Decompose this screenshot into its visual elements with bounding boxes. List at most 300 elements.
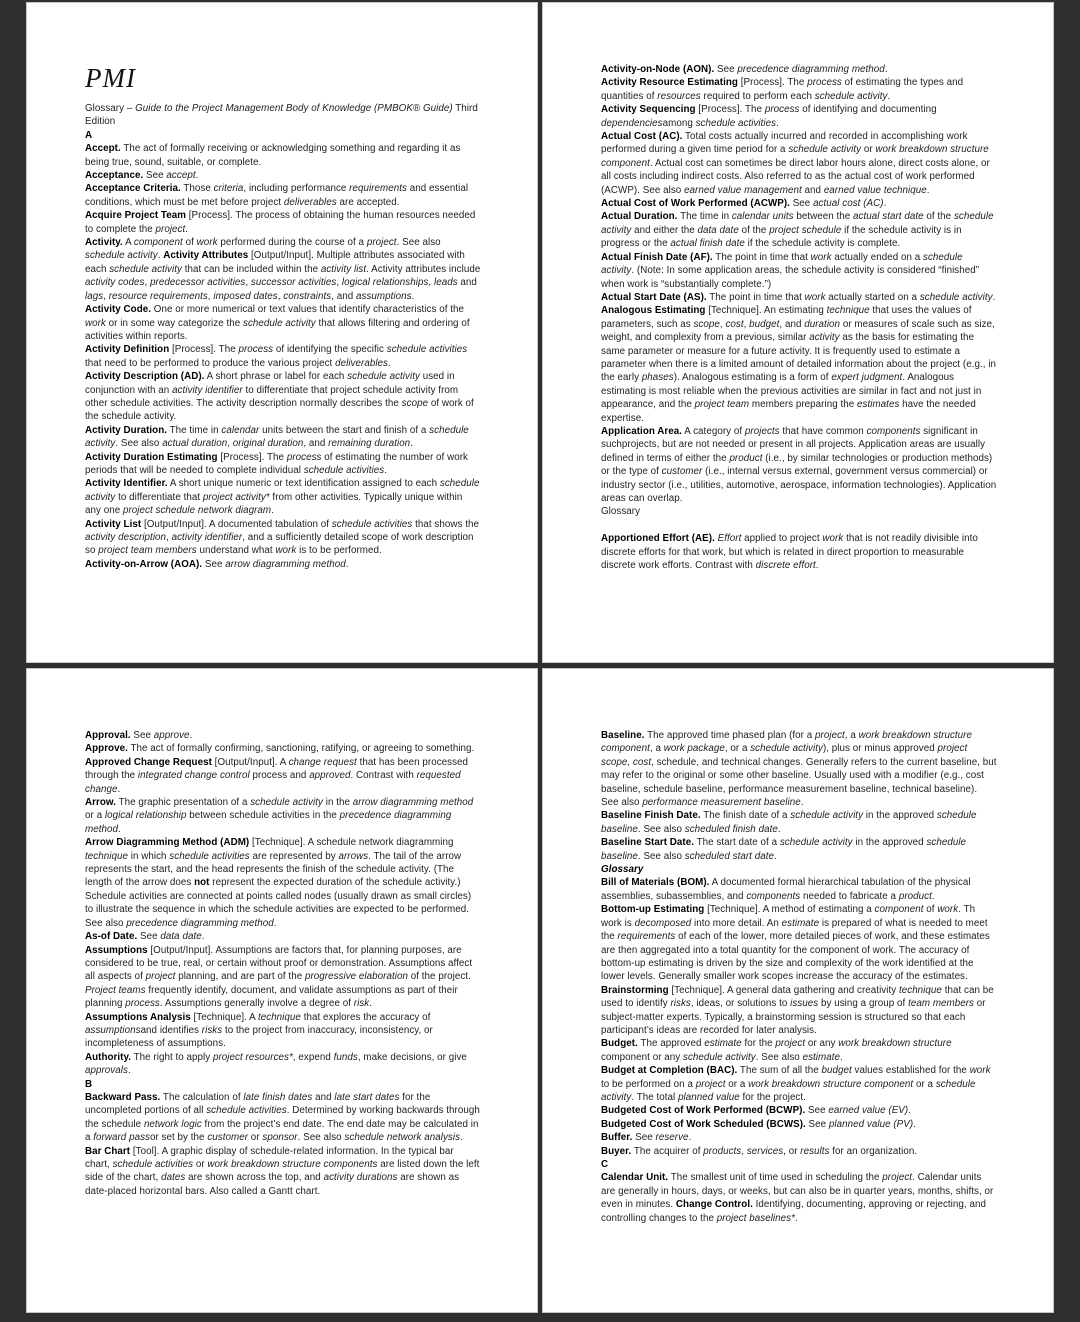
text-run: work package (663, 743, 725, 755)
glossary-paragraph (85, 729, 481, 742)
text-run: and (457, 277, 477, 289)
glossary-paragraph (601, 984, 997, 1038)
text-run: The act of formally receiving or acknowledging something and regarding it as being true, sound, suitable, or complete. (85, 143, 461, 168)
glossary-paragraph (601, 1131, 997, 1144)
glossary-text (85, 102, 481, 571)
glossary-paragraph (85, 209, 481, 236)
text-run: [Technique]. An estimating (705, 305, 827, 317)
text-run: , (336, 277, 342, 289)
text-run: of the (738, 224, 770, 236)
text-run: Backward Pass. (85, 1091, 161, 1103)
text-run: schedule activity (919, 291, 993, 303)
text-run: are shown as date-placed horizontal bars. Also called a Gantt chart. (85, 1172, 460, 1197)
text-run: Baseline Start Date. (601, 837, 695, 849)
text-run: or a (85, 810, 105, 822)
text-run: needed to fabricate a (800, 890, 899, 902)
text-run: . (189, 730, 193, 741)
glossary-paragraph (601, 210, 997, 250)
text-run: approve (153, 730, 190, 741)
text-run: , (428, 277, 434, 289)
text-run: Authority. (85, 1051, 132, 1063)
text-run: [Process]. The (217, 451, 287, 463)
text-run: [Output/Input]. Multiple attributes associated with each (85, 250, 465, 275)
text-run: actual duration (162, 438, 228, 450)
text-run: estimates (857, 399, 900, 411)
glossary-paragraph (601, 809, 997, 836)
text-run: between schedule activities in the (186, 810, 340, 822)
text-run: component (133, 237, 183, 249)
text-run: to the project from inaccuracy, inconsistency, or incompleteness of assumptions. (85, 1024, 433, 1050)
text-run: for the project. (739, 1091, 806, 1103)
text-run: activity identifier (172, 384, 243, 396)
text-run: are accepted. (336, 196, 400, 208)
text-run: . (773, 850, 777, 862)
text-run: , (166, 532, 172, 543)
text-run: or set by the (149, 1132, 208, 1144)
text-run: constraints (283, 290, 332, 302)
text-run: of identifying the specific (273, 344, 387, 356)
text-run: , (207, 290, 214, 302)
text-run: risk (353, 998, 370, 1010)
text-run: As-of Date. (85, 931, 138, 943)
text-run: Bill of Materials (BOM). (601, 877, 710, 889)
text-run: . (776, 117, 779, 129)
text-run: activity codes (85, 277, 145, 289)
text-run: for the uncompleted portions of all (85, 1091, 431, 1117)
text-run: . (688, 1132, 692, 1144)
text-run: Application Area. (601, 425, 683, 437)
text-run: . (Note: In some application areas, the schedule activity is considered “finished” when work is “substantially complete.”) (601, 265, 980, 290)
text-run: components (866, 425, 921, 437)
text-run: arrows (338, 850, 369, 862)
text-run: that has been processed through the (85, 756, 469, 782)
text-run: actually ended on a (831, 251, 924, 263)
text-run: The approved time phased plan (for a (644, 730, 816, 741)
text-run: project (882, 1172, 913, 1184)
text-run: represent the expected duration of the schedule activity.) Schedule activities are connected at points called nodes (usually drawn as small circles) to illustrate the sequence in which the schedule activities are expected to be performed. See also (85, 877, 472, 929)
text-run: work (85, 317, 106, 329)
glossary-paragraph (601, 532, 997, 572)
text-run: team members (908, 998, 974, 1010)
text-run: The point in time that (712, 251, 811, 263)
glossary-paragraph (601, 291, 997, 304)
text-run: Accept. (85, 143, 121, 155)
glossary-paragraph (601, 63, 997, 76)
page-bottom-right (542, 668, 1054, 1313)
text-run: Budget. (601, 1038, 638, 1050)
text-run: issues (790, 998, 819, 1010)
text-run: into more detail. An (691, 917, 782, 929)
text-run: schedule activity (85, 250, 158, 262)
glossary-paragraph (85, 756, 481, 796)
text-run: , (103, 290, 109, 302)
text-run: . (117, 783, 121, 795)
text-run: Apportioned Effort (AE). (601, 533, 715, 545)
text-run: project (695, 1078, 726, 1090)
text-run: calendar (221, 424, 260, 436)
text-run: [Process]. The (169, 344, 239, 356)
text-run: of (182, 237, 197, 249)
text-run: and (801, 184, 824, 196)
text-run: The sum of all the (737, 1065, 822, 1077)
text-run: . Actual cost can sometimes be direct labor hours alone, direct costs alone, or all costs including indirect costs. Also referred to as the actual cost of work performed (ACWP). See also (601, 157, 990, 196)
text-run: or a (725, 1078, 749, 1090)
text-run: expert judgment (831, 372, 903, 384)
text-run: lags (85, 290, 104, 302)
text-run: Arrow Diagramming Method (ADM) (85, 837, 250, 849)
text-run: technique (85, 850, 128, 862)
text-run: schedule activity (750, 743, 823, 755)
text-run: planned value (678, 1091, 740, 1103)
text-run: actual cost (AC) (813, 198, 884, 210)
text-run: (i.e., by similar technologies or production methods) or the type of (601, 452, 993, 478)
glossary-paragraph (85, 424, 481, 451)
text-run: . (201, 931, 205, 943)
text-run: Total costs actually incurred and recorded in accomplishing work performed during a given time period for a (601, 131, 968, 156)
text-run: or (193, 1159, 208, 1170)
text-run: A category of (682, 425, 745, 437)
glossary-paragraph (85, 1051, 481, 1078)
text-run: The approved (637, 1038, 705, 1050)
glossary-paragraph (601, 130, 997, 197)
text-run: project team members (98, 545, 197, 557)
text-run: estimate (704, 1038, 742, 1050)
text-run: process (764, 104, 800, 116)
text-run: projects (744, 425, 780, 437)
text-run: , and a sufficiently detailed scope of work description so (85, 532, 474, 557)
text-run: work (275, 545, 297, 557)
text-run: if the schedule activity is complete. (744, 238, 901, 250)
text-run: ). Analogous estimating is a form of (673, 372, 832, 384)
text-run: The time in (167, 424, 222, 436)
text-run: activity durations (323, 1172, 398, 1184)
page-bottom-left (26, 668, 538, 1313)
text-run: from the project’s end date. The end date may be calculated in a (85, 1118, 479, 1144)
text-run: Glossary (601, 506, 641, 518)
text-run: technique (826, 305, 870, 317)
text-run: that is not readily divisible into discrete efforts for that work, but which is related in direct proportion to measurable discrete work efforts. Contrast with (601, 533, 978, 572)
text-run: estimate (781, 917, 820, 929)
text-run: project scope, cost (601, 743, 968, 768)
text-run: schedule activity (601, 211, 994, 236)
text-run: of work of the schedule activity. (85, 397, 474, 423)
text-run: products (703, 1145, 742, 1157)
text-run: [Tool]. A graphic display of schedule-related information. In the typical bar chart, (85, 1145, 454, 1170)
text-run: . (913, 1118, 916, 1130)
text-run: Activity Resource Estimating (601, 77, 738, 89)
text-run: . (410, 438, 413, 450)
text-run: Activity List (85, 518, 142, 530)
text-run: data date (697, 224, 739, 236)
text-run: Bar Chart (85, 1145, 131, 1157)
text-run: Acquire Project Team (85, 210, 186, 222)
glossary-paragraph (601, 197, 997, 210)
text-run: required to perform each (700, 90, 815, 102)
text-run: project (775, 1038, 806, 1050)
glossary-paragraph (85, 1145, 481, 1199)
glossary-paragraph (85, 518, 481, 558)
text-run: applied to project (741, 533, 823, 545)
text-run: . (794, 1212, 798, 1224)
text-run: activity description (85, 532, 167, 543)
text-run: of estimating the types and quantities of (601, 77, 964, 102)
text-run: schedule activities (695, 117, 777, 129)
glossary-paragraph (601, 1118, 997, 1131)
glossary-paragraph (85, 742, 481, 755)
glossary-paragraph (85, 102, 481, 129)
text-run: Approve. (85, 743, 128, 755)
text-run: schedule activity (85, 478, 480, 503)
text-run: . (271, 505, 274, 517)
glossary-paragraph (85, 451, 481, 478)
text-run: [Output/Input]. A documented tabulation of (141, 518, 332, 530)
text-run: values established for the (851, 1065, 970, 1077)
text-run: actual start date (853, 211, 924, 223)
text-run: The calculation of (160, 1091, 244, 1103)
text-run: earned value (EV) (828, 1105, 909, 1117)
text-run: The acquirer of (631, 1145, 704, 1157)
text-run: arrow diagramming method (352, 797, 474, 809)
text-run: , ideas, or solutions to (690, 998, 791, 1010)
text-run: Activity. (85, 237, 123, 249)
text-run: from other activities. Typically unique within any one (85, 491, 463, 517)
glossary-paragraph (85, 930, 481, 943)
text-run: or any (805, 1038, 839, 1050)
text-run: . See also (637, 823, 685, 835)
text-run: schedule activity (683, 1051, 756, 1063)
text-run: . The tail of the arrow represents the start, and the head represents the finish of the schedule activity. (The length of the arrow does (85, 850, 462, 889)
text-run: project team (694, 399, 750, 411)
text-run: or a (913, 1078, 936, 1090)
text-run: . (777, 823, 781, 835)
text-run: performance measurement baseline (642, 797, 801, 809)
text-run: activity identifier (171, 532, 243, 543)
text-run: Those (180, 183, 214, 195)
text-run: components (746, 890, 801, 902)
text-run: Third Edition (85, 103, 478, 128)
text-run: work (804, 291, 826, 303)
text-run: Actual Cost (AC). (601, 131, 683, 143)
text-run: Change Control. (675, 1199, 753, 1211)
text-run: Assumptions (85, 944, 148, 956)
text-run: Acceptance. (85, 170, 144, 182)
text-run: assumptions (356, 290, 412, 302)
text-run: , schedule, and technical changes. Generally refers to the current baseline, but may refer to the original or some other baseline. Usually used with a modifier (e.g., cost baseline, schedule baseline, performance measurement baseline, technical baseline). See also (601, 756, 997, 809)
text-run: Actual Duration. (601, 211, 678, 223)
text-run: to be performed on a (601, 1078, 696, 1090)
text-run: is to be performed. (296, 545, 382, 557)
text-run: work breakdown structure component (601, 730, 972, 755)
text-run: in which (127, 850, 170, 862)
text-run: integrated change control (137, 770, 250, 782)
text-run: are listed down the left side of the chart, (85, 1159, 480, 1184)
text-run: for the (741, 1038, 776, 1050)
text-run: that allows filtering and ordering of activities within reports. (85, 317, 470, 342)
text-run: Activity Code. (85, 304, 152, 316)
text-run: progressive elaboration (304, 971, 408, 983)
text-run: The time in (677, 211, 732, 223)
text-run: scheduled finish date (684, 823, 778, 835)
text-run: . (157, 250, 164, 262)
text-run: Activity Definition (85, 344, 170, 356)
text-run: (i.e., internal versus external, government versus commercial) or industry sector (i.e., utilities, automotive, aerospace, information technologies). Application areas can overlap. (601, 466, 997, 504)
text-run: requirements (617, 931, 676, 943)
text-run: that need to be performed to produce the various project (85, 357, 336, 369)
text-run: . (117, 823, 121, 835)
text-run: remaining duration (328, 438, 411, 450)
text-run: . (815, 560, 819, 572)
text-run: . (840, 1051, 843, 1063)
text-run: of identifying and documenting (799, 104, 937, 116)
text-run: schedule activities (386, 344, 468, 356)
text-run: . (345, 558, 349, 570)
text-run: . (992, 291, 996, 303)
text-run: Effort (717, 533, 742, 545)
text-run: approvals (85, 1065, 128, 1077)
glossary-paragraph (85, 236, 481, 303)
text-run: late start dates (334, 1091, 400, 1103)
text-run: [Technique]. A method of estimating a (704, 904, 875, 916)
text-run: See (137, 931, 161, 943)
glossary-paragraph (85, 796, 481, 836)
text-run: planning, and are part of the (175, 971, 305, 983)
glossary-paragraph (601, 1104, 997, 1117)
text-run: schedule activity (601, 251, 963, 277)
glossary-paragraph (85, 303, 481, 343)
text-run: See (714, 64, 738, 75)
glossary-paragraph (601, 903, 997, 983)
text-run: . (185, 223, 189, 235)
text-run: or measures of scale such as size, weight, and complexity from a previous, similar (601, 318, 995, 344)
glossary-paragraph (601, 519, 997, 532)
glossary-paragraph (601, 505, 997, 518)
text-run: , (144, 277, 151, 289)
text-run: logical relationships (341, 277, 429, 289)
glossary-paragraph (601, 863, 997, 876)
text-run: arrow diagramming method (225, 558, 346, 570)
text-run: , including performance (243, 183, 350, 195)
text-run: The act of formally confirming, sanctioning, ratifying, or agreeing to something. (127, 743, 475, 755)
glossary-paragraph (85, 129, 481, 142)
text-run: project (366, 237, 397, 249)
text-run: , and (303, 438, 329, 450)
text-run: that uses the values of parameters, such as (601, 305, 972, 330)
text-run: A short unique numeric or text identification assigned to each (167, 478, 440, 490)
text-run: [Technique]. A (190, 1011, 258, 1023)
text-run: successor activities (250, 277, 337, 289)
text-run: results (800, 1145, 830, 1157)
page-title: PMI (85, 63, 136, 93)
glossary-paragraph (85, 558, 481, 571)
text-run: schedule activities (169, 850, 250, 862)
text-run: precedence diagramming method (85, 810, 452, 835)
glossary-paragraph (601, 251, 997, 291)
text-run: estimate (802, 1051, 841, 1063)
text-run: schedule activity (109, 263, 182, 275)
text-run: Activity Duration Estimating (85, 451, 218, 463)
text-run: . See also (297, 1132, 345, 1144)
text-run: . Th work is (601, 904, 976, 929)
text-run: used in conjunction with an (85, 371, 455, 396)
text-run: , make decisions, or give (357, 1051, 467, 1063)
text-run: project schedule network diagram (123, 505, 272, 517)
text-run: Activity Identifier. (85, 478, 168, 490)
text-run: Glossary (601, 864, 644, 876)
glossary-paragraph (601, 1064, 997, 1104)
text-run: schedule activity (779, 837, 853, 849)
text-run: budget (749, 318, 780, 330)
glossary-paragraph (85, 1078, 481, 1091)
text-run: Arrow. (85, 797, 116, 809)
text-run: and (312, 1091, 335, 1103)
text-run: accept (166, 170, 196, 182)
text-run: . (127, 1065, 131, 1077)
text-run: Budgeted Cost of Work Performed (BCWP). (601, 1105, 806, 1117)
text-run: cost (725, 318, 744, 330)
text-run: and identifies (140, 1024, 202, 1036)
text-run: schedule network analysis (344, 1132, 461, 1144)
glossary-paragraph (85, 169, 481, 182)
text-run: Glossary – (85, 103, 136, 114)
text-run: process and (249, 770, 310, 782)
text-run: . (195, 170, 199, 182)
glossary-paragraph (601, 1171, 997, 1225)
text-run: Actual Cost of Work Performed (ACWP). (601, 198, 790, 210)
glossary-paragraph (85, 1091, 481, 1145)
text-run: is prepared of what is needed to meet the (601, 917, 988, 943)
text-run: not (194, 877, 210, 889)
text-run: schedule activities (112, 1159, 194, 1170)
text-run: Activity Duration. (85, 424, 168, 436)
text-run: project resources* (213, 1051, 293, 1063)
text-run: schedule activities (331, 518, 413, 530)
glossary-paragraph (85, 836, 481, 930)
text-run: A short phrase or label for each (204, 371, 348, 383)
text-run: A (85, 129, 93, 141)
text-run: if the schedule activity is in progress or the (601, 224, 962, 250)
text-run: schedule activity (243, 317, 316, 329)
text-run: for an organization. (829, 1145, 918, 1157)
text-run: , (277, 290, 284, 302)
text-run: schedule activity (790, 810, 864, 822)
text-run: understand what (196, 545, 276, 557)
text-run: resources (657, 90, 701, 102)
text-run: . (388, 357, 391, 369)
text-run: project baselines* (716, 1212, 795, 1224)
text-run: See (632, 1132, 656, 1144)
text-run: . (926, 184, 930, 196)
text-run: work breakdown structure components (207, 1159, 378, 1170)
text-run: . Determined by working backwards through the schedule (85, 1105, 480, 1130)
page-content (543, 669, 1053, 1225)
text-run: The graphic presentation of a (115, 797, 251, 809)
text-run: product (729, 452, 763, 464)
glossary-paragraph (601, 1158, 997, 1171)
glossary-paragraph (601, 425, 997, 505)
text-run: requirements (349, 183, 407, 195)
text-run: The start date of a (694, 837, 780, 849)
glossary-paragraph (601, 1145, 997, 1158)
text-run: [Output/Input]. A (211, 756, 289, 768)
text-run: actually started on a (825, 291, 920, 303)
text-run: sponsor (262, 1132, 298, 1144)
text-run: that shows the (412, 518, 479, 530)
text-run: or (861, 144, 876, 156)
glossary-paragraph (85, 142, 481, 169)
text-run: and either the (631, 224, 698, 236)
glossary-paragraph (601, 836, 997, 863)
text-run: ), plus or minus approved (822, 743, 938, 755)
